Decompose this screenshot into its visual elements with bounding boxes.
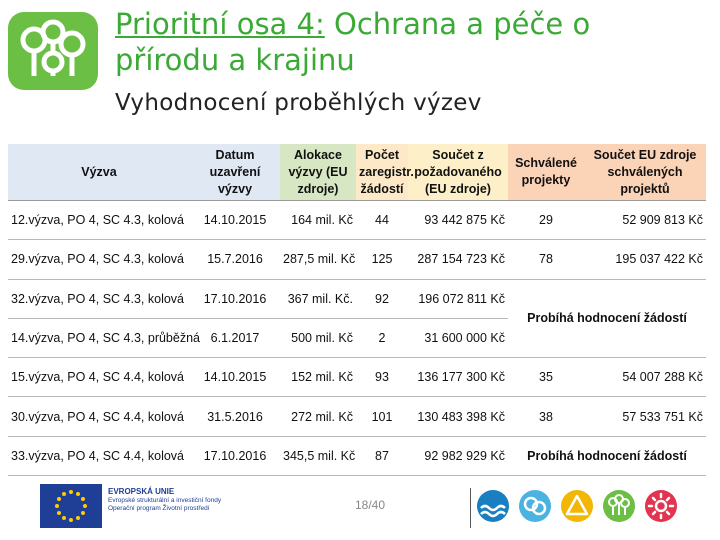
air-axis-icon	[518, 488, 552, 524]
footer-divider	[470, 488, 471, 528]
cell-alokace: 272 mil. Kč	[280, 397, 356, 436]
cell-soucet-eu: 54 007 288 Kč	[584, 358, 706, 397]
evaluation-in-progress-note: Probíhá hodnocení žádostí	[508, 279, 706, 358]
cell-datum: 31.5.2016	[190, 397, 280, 436]
waste-axis-icon	[560, 488, 594, 524]
table-row	[8, 397, 706, 436]
table-row	[8, 279, 706, 318]
cell-vyzva: 29.výzva, PO 4, SC 4.3, kolová	[8, 240, 190, 279]
cell-soucet-eu: 52 909 813 Kč	[584, 201, 706, 240]
cell-pocet: 92	[356, 279, 408, 318]
cell-soucet: 136 177 300 Kč	[408, 358, 508, 397]
cell-pocet: 2	[356, 318, 408, 357]
table-row	[8, 240, 706, 279]
title-axis-label: Prioritní osa 4:	[115, 7, 325, 41]
cell-vyzva: 15.výzva, PO 4, SC 4.4, kolová	[8, 358, 190, 397]
cell-datum: 6.1.2017	[190, 318, 280, 357]
cell-schvalene: 78	[508, 240, 584, 279]
evaluation-in-progress-note: Probíhá hodnocení žádostí	[508, 436, 706, 475]
calls-evaluation-table	[8, 144, 706, 476]
cell-pocet: 93	[356, 358, 408, 397]
cell-pocet: 87	[356, 436, 408, 475]
cell-vyzva: 14.výzva, PO 4, SC 4.3, průběžná	[8, 318, 190, 357]
column-header-vyzva: Výzva	[8, 144, 190, 201]
cell-pocet: 101	[356, 397, 408, 436]
column-header-schvalene: Schválené projekty	[508, 144, 584, 201]
cell-datum: 14.10.2015	[190, 201, 280, 240]
cell-soucet: 287 154 723 Kč	[408, 240, 508, 279]
cell-schvalene: 38	[508, 397, 584, 436]
cell-schvalene: 35	[508, 358, 584, 397]
cell-soucet: 92 982 929 Kč	[408, 436, 508, 475]
eu-programme-line: Operační program Životní prostředí	[108, 505, 210, 512]
cell-alokace: 367 mil. Kč.	[280, 279, 356, 318]
cell-schvalene: 29	[508, 201, 584, 240]
cell-soucet: 130 483 398 Kč	[408, 397, 508, 436]
energy-axis-icon	[644, 488, 678, 524]
cell-soucet: 93 442 875 Kč	[408, 201, 508, 240]
table-row	[8, 436, 706, 475]
eu-funding-logo	[40, 484, 288, 528]
cell-alokace: 152 mil. Kč	[280, 358, 356, 397]
cell-soucet-eu: 57 533 751 Kč	[584, 397, 706, 436]
column-header-pocet: Počet zaregistr. žádostí	[356, 144, 408, 201]
table-row	[8, 201, 706, 240]
cell-vyzva: 32.výzva, PO 4, SC 4.3, kolová	[8, 279, 190, 318]
eu-funds-line: Evropské strukturální a investiční fondy	[108, 496, 222, 504]
column-header-soucet-pozadovany: Součet z požadovaného (EU zdroje)	[408, 144, 508, 201]
title-axis-name: Ochrana a péče o přírodu a krajinu	[115, 7, 591, 77]
column-header-alokace: Alokace výzvy (EU zdroje)	[280, 144, 356, 201]
nature-axis-logo-icon	[8, 10, 98, 90]
cell-vyzva: 30.výzva, PO 4, SC 4.4, kolová	[8, 397, 190, 436]
cell-pocet: 44	[356, 201, 408, 240]
cell-alokace: 164 mil. Kč	[280, 201, 356, 240]
cell-datum: 14.10.2015	[190, 358, 280, 397]
cell-datum: 15.7.2016	[190, 240, 280, 279]
page-subtitle: Vyhodnocení proběhlých výzev	[115, 90, 482, 116]
water-axis-icon	[476, 488, 510, 524]
table-row	[8, 358, 706, 397]
eu-flag-icon	[40, 484, 102, 528]
cell-alokace: 345,5 mil. Kč	[280, 436, 356, 475]
column-header-datum: Datum uzavření výzvy	[190, 144, 280, 201]
cell-alokace: 500 mil. Kč	[280, 318, 356, 357]
eu-title: EVROPSKÁ UNIE	[108, 487, 175, 496]
cell-vyzva: 33.výzva, PO 4, SC 4.4, kolová	[8, 436, 190, 475]
table-header-row	[8, 144, 706, 201]
page-number: 18/40	[354, 498, 386, 512]
page-title	[115, 6, 675, 78]
cell-pocet: 125	[356, 240, 408, 279]
cell-datum: 17.10.2016	[190, 279, 280, 318]
cell-vyzva: 12.výzva, PO 4, SC 4.3, kolová	[8, 201, 190, 240]
cell-soucet-eu: 195 037 422 Kč	[584, 240, 706, 279]
column-header-soucet-schvalenych: Součet EU zdroje schválených projektů	[584, 144, 706, 201]
cell-alokace: 287,5 mil. Kč	[280, 240, 356, 279]
cell-soucet: 196 072 811 Kč	[408, 279, 508, 318]
eu-text-block	[108, 488, 221, 514]
cell-datum: 17.10.2016	[190, 436, 280, 475]
cell-soucet: 31 600 000 Kč	[408, 318, 508, 357]
nature-axis-icon	[602, 488, 636, 524]
